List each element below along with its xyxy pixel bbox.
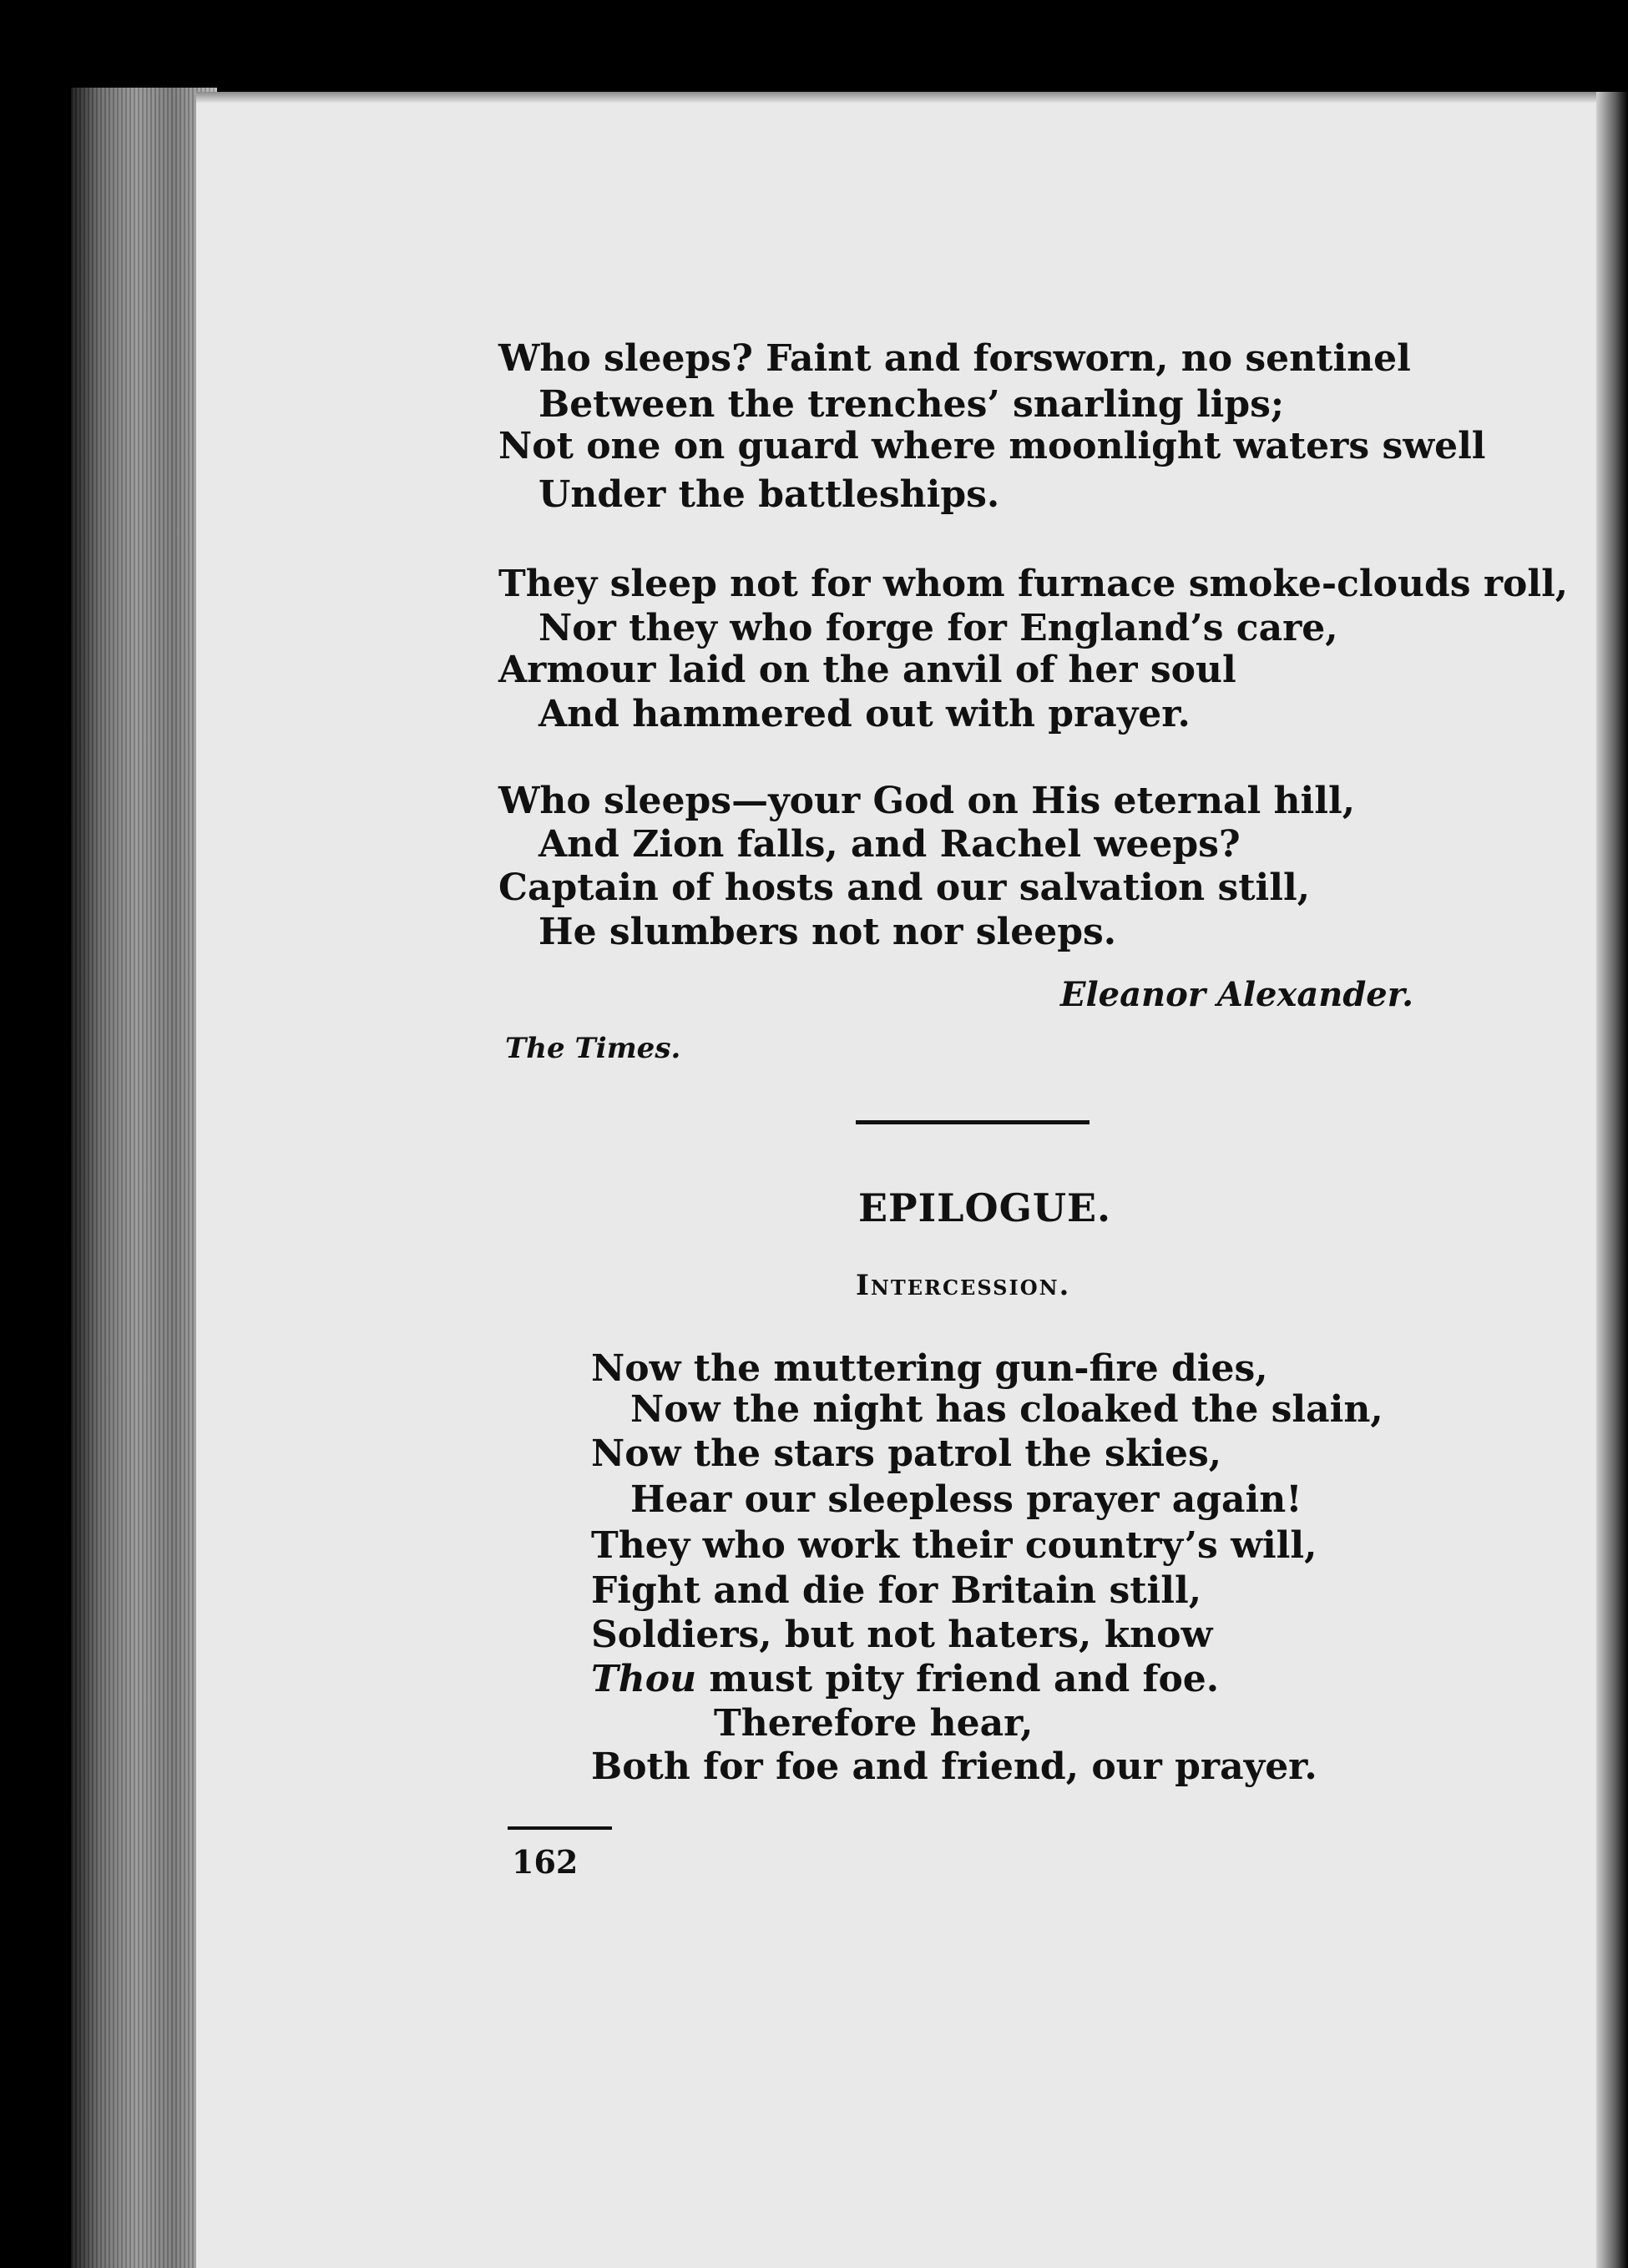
epilogue-subheading: Intercession.	[856, 1269, 1071, 1302]
epilogue-line: Now the muttering gun-fire dies,	[591, 1347, 1268, 1390]
page-number: 162	[512, 1843, 579, 1881]
poem-line: Nor they who forge for England’s care,	[538, 607, 1338, 649]
poem-line: Armour laid on the anvil of her soul	[498, 649, 1236, 691]
epilogue-line: Fight and die for Britain still,	[591, 1569, 1202, 1612]
epilogue-line-text: must pity friend and foe.	[709, 1658, 1220, 1700]
poem-line: Captain of hosts and our salvation still,	[498, 866, 1311, 909]
epilogue-line: Both for foe and friend, our prayer.	[591, 1745, 1317, 1788]
poem-line: Not one on guard where moonlight waters swell	[498, 425, 1486, 467]
poem-line: Who sleeps—your God on His eternal hill,	[498, 780, 1356, 822]
emphasized-word: Thou	[591, 1658, 697, 1700]
poem-line: Who sleeps? Faint and forsworn, no sentinel	[498, 337, 1411, 380]
page-number-rule	[508, 1826, 612, 1830]
section-divider	[856, 1120, 1090, 1124]
poem-line: And hammered out with prayer.	[538, 693, 1191, 735]
epilogue-heading: EPILOGUE.	[858, 1185, 1112, 1230]
epilogue-line: They who work their country’s will,	[591, 1524, 1317, 1567]
page-right-edge	[1596, 92, 1628, 2268]
epilogue-line: Soldiers, but not haters, know	[591, 1614, 1213, 1656]
poem-author: Eleanor Alexander.	[1060, 975, 1414, 1014]
epilogue-line: Now the stars patrol the skies,	[591, 1432, 1222, 1475]
poem-line: He slumbers not nor sleeps.	[538, 911, 1117, 953]
poem-line: Between the trenches’ snarling lips;	[538, 383, 1285, 426]
epilogue-line: Now the night has cloaked the slain,	[630, 1388, 1383, 1431]
poem-source: The Times.	[505, 1032, 681, 1065]
epilogue-line: Hear our sleepless prayer again!	[630, 1478, 1302, 1521]
poem-line: And Zion falls, and Rachel weeps?	[538, 823, 1241, 866]
book-page-edges	[71, 88, 217, 2268]
epilogue-line: Therefore hear,	[714, 1702, 1034, 1745]
poem-line: Under the battleships.	[538, 473, 1000, 516]
page-top-shadow	[196, 92, 1611, 104]
epilogue-line	[591, 1658, 1220, 1700]
poem-line: They sleep not for whom furnace smoke-clouds roll,	[498, 563, 1569, 605]
